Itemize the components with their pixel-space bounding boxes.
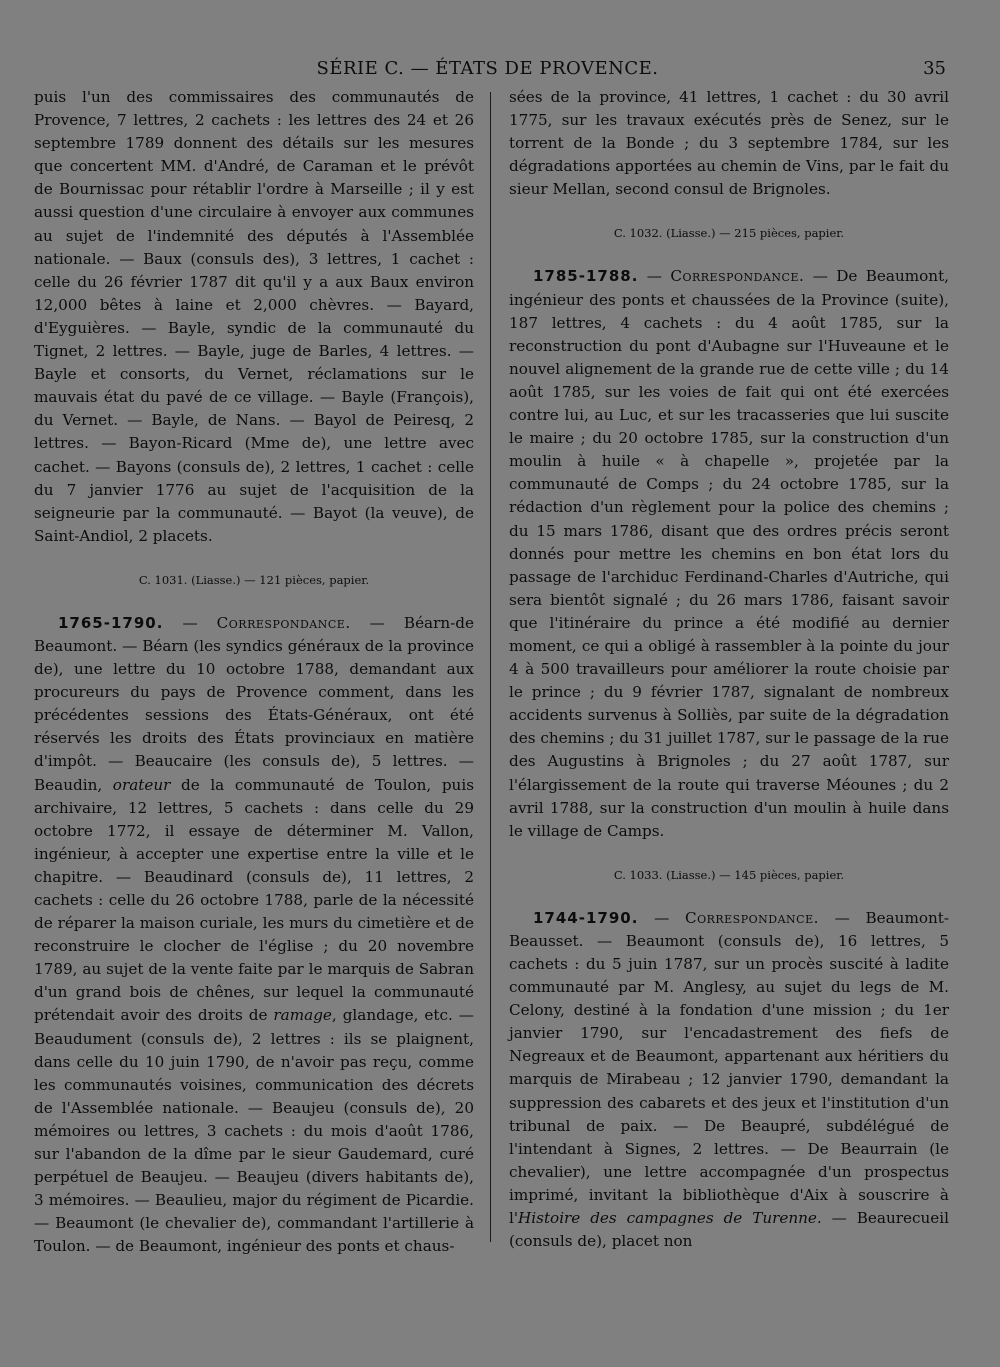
entry-italic-term: ramage [273,1006,332,1025]
entry-dates: 1785-1788. [533,267,639,286]
entry-text-part: , glandage, etc. — Beaudument (consuls de), 2 lettres : ils se plaignent, dans celle du 10 juin 1790, de n'avoir pas reçu, comme les communautés voisines, communication des décrets de l'Assemblée nationale. — Beaujeu (consuls de), 20 mémoires ou lettres, 3 cachets : du mois d'août 1786, sur l'abandon de la dîme par le sieur Gaudemard, curé perpétuel de Beaujeu. — Beaujeu (divers habitants de), 3 mémoires. — Beaulieu, major du régiment de Picardie. — Beaumont (le chevalier de), commandant l'artillerie à Toulon. — de Beaumont, ingénieur des ponts et chaus- [34,1006,474,1256]
archive-entry: 1765-1790. — Correspondance. — Béarn-de Beaumont. — Béarn (les syndics généraux de la province de), une lettre du 10 octobre 1788, demandant aux procureurs du pays de Provence comment, dans les précédentes sessions des États-Généraux, ont été réservés les droits des États provinciaux en matière d'impôt. — Beaucaire (les consuls de), 5 lettres. — Beaudin, orateur de la communauté de Toulon, puis archivaire, 12 lettres, 5 cachets : dans celle du 29 octobre 1772, il essaye de déterminer M. Vallon, ingénieur, à accepter une expertise entre la ville et le chapitre. — Beaudinard (consuls de), 11 lettres, 2 cachets : celle du 26 octobre 1788, parle de la nécessité de réparer la maison curiale, les murs du cimetière et de reconstruire le clocher de l'église ; du 20 novembre 1789, au sujet de la vente faite par le marquis de Sabran d'un grand bois de chênes, sur lequel la communauté prétendait avoir des droits de ramage, glandage, etc. — Beaudument (consuls de), 2 lettres : ils se plaignent, dans celle du 10 juin 1790, de n'avoir pas reçu, comme les communautés voisines, communication des décrets de l'Assemblée nationale. — Beaujeu (consuls de), 20 mémoires ou lettres, 3 cachets : du mois d'août 1786, sur l'abandon de la dîme par le sieur Gaudemard, curé perpétuel de Beaujeu. — Beaujeu (divers habitants de), 3 mémoires. — Beaulieu, major du régiment de Picardie. — Beaumont (le chevalier de), commandant l'artillerie à Toulon. — de Beaumont, ingénieur des ponts et chaus- [34,613,474,1256]
entry-dates: 1744-1790. [533,908,639,927]
archive-entry: 1785-1788. — Correspondance. — De Beaumont, ingénieur des ponts et chaussées de la Province (suite), 187 lettres, 4 cachets : du 4 août 1785, sur la reconstruction du pont d'Aubagne sur l'Huveaune et le nouvel alignement de la grande rue de cette ville ; du 14 août 1785, sur les voies de fait qui ont été exercées contre lui, au Luc, et sur les tracasseries que lui suscite le maire ; du 20 octobre 1785, sur la construction d'un moulin à huile « à chapelle », projetée par la communauté de Comps ; du 24 octobre 1785, sur la rédaction d'un règlement pour la police des chemins ; du 15 mars 1786, disant que des ordres précis seront donnés pour mettre les chemins en bon état lors du passage de l'archiduc Ferdinand-Charles d'Autriche, qui sera bientôt signalé ; du 26 mars 1786, faisant savoir que l'itinéraire du prince a été modifié au dernier moment, ce qui a obligé à rassembler à la pointe du jour 4 à 500 travailleurs pour améliorer la route choisie par le prince ; du 9 février 1787, signalant de nombreux accidents survenus à Solliès, par suite de la dégradation des chemins ; du 31 juillet 1787, sur le passage de la rue des Augustins à Brignoles ; du 27 août 1787, sur l'élargissement de la route qui traverse Méounes ; du 2 avril 1788, sur la construction d'un moulin à huile dans le village de Camps. [509,267,950,840]
continued-entry-text: puis l'un des commissaires des communautés de Provence, 7 lettres, 2 cachets : les lettres des 24 et 26 septembre 1789 donnent des détails sur les mesures que concertent MM. d'André, de Caraman et le prévôt de Bournissac pour rétablir l'ordre à Marseille ; il y est aussi question d'une circulaire à envoyer aux communes au sujet de l'indemnité des députés à l'Assemblée nationale. — Baux (consuls des), 3 lettres, 1 cachet : celle du 26 février 1787 dit qu'il y a aux Baux environ 12,000 bêtes à laine et 2,000 chèvres. — Bayard, d'Eyguières. — Bayle, syndic de la communauté du Tignet, 2 lettres. — Bayle, juge de Barles, 4 lettres. — Bayle et consorts, du Vernet, réclamations sur le mauvais état du pavé de ce village. — Bayle (François), du Vernet. — Bayle, de Nans. — Bayol de Peiresq, 2 lettres. — Bayon-Ricard (Mme de), une lettre avec cachet. — Bayons (consuls de), 2 lettres, 1 cachet : celle du 7 janvier 1776 au sujet de l'acquisition de la seigneurie par la communauté. — Bayot (la veuve), de Saint-Andiol, 2 placets. [34,88,474,545]
entry-text-part: — De Beaumont, ingénieur des ponts et chaussées de la Province (suite), 187 lettres, 4 cachets : du 4 août 1785, sur la reconstruction du pont d'Aubagne sur l'Huveaune et le nouvel alignement de la grande rue de cette ville ; du 14 août 1785, sur les voies de fait qui ont été exercées contre lui, au Luc, et sur les tracasseries que lui suscite le maire ; du 20 octobre 1785, sur la construction d'un moulin à huile « à chapelle », projetée par la communauté de Comps ; du 24 octobre 1785, sur la rédaction d'un règlement pour la police des chemins ; du 15 mars 1786, disant que des ordres précis seront donnés pour mettre les chemins en bon état lors du passage de l'archiduc Ferdinand-Charles d'Autriche, qui sera bientôt signalé ; du 26 mars 1786, faisant savoir que l'itinéraire du prince a été modifié au dernier moment, ce qui a obligé à rassembler à la pointe du jour 4 à 500 travailleurs pour améliorer la route choisie par le prince ; du 9 février 1787, signalant de nombreux accidents survenus à Solliès, par suite de la dégradation des chemins ; du 31 juillet 1787, sur le passage de la rue des Augustins à Brignoles ; du 27 août 1787, sur l'élargissement de la route qui traverse Méounes ; du 2 avril 1788, sur la construction d'un moulin à huile dans le village de Camps. [509,267,950,840]
archive-reference: C. 1032. (Liasse.) — 215 pièces, papier. [613,226,845,241]
entry-text-part: . — Beaurecueil (consuls de), placet non [509,1209,949,1251]
right-column [509,86,949,1253]
running-title: SÉRIE C. — ÉTATS DE PROVENCE. [316,58,659,79]
running-header [0,56,1000,84]
entry-heading: Correspondance. [684,908,819,927]
entry-dates: 1765-1790. [58,613,164,632]
column-divider [490,92,491,1242]
left-column [34,86,474,1259]
entry-text-part: — Beaumont-Beausset. — Beaumont (consuls de), 16 lettres, 5 cachets : du 5 juin 1787, sur un procès suscité à ladite communauté par M. Anglesy, au sujet du legs de M. Celony, destiné à la fondation d'une mission ; du 1er janvier 1790, sur l'encadastrement des fiefs de Negreaux et de Beaumont, appartenant aux héritiers du marquis de Mirabeau ; 12 janvier 1790, demandant la suppression des cabarets et des jeux et l'institution d'un tribunal de paix. — De Beaupré, subdélégué de l'intendant à Signes, 2 lettres. — De Beaurrain (le chevalier), une lettre accompagnée d'un prospectus imprimé, invitant la bibliothèque d'Aix à souscrire à l' [509,908,950,1228]
archive-reference: C. 1033. (Liasse.) — 145 pièces, papier. [613,867,845,882]
entry-italic-title: Histoire des campagnes de Turenne [518,1209,817,1228]
entry-heading: Correspondance. [670,267,805,286]
archive-reference: C. 1031. (Liasse.) — 121 pièces, papier. [138,572,370,587]
page-number: 35 [923,58,946,79]
entry-text-part: de la communauté de Toulon, puis archivaire, 12 lettres, 5 cachets : dans celle du 29 octobre 1772, il essaye de déterminer M. Vallon, ingénieur, à accepter une expertise entre la ville et le chapitre. — Beaudinard (consuls de), 11 lettres, 2 cachets : celle du 26 octobre 1788, parle de la nécessité de réparer la maison curiale, les murs du cimetière et de reconstruire le clocher de l'église ; du 20 novembre 1789, au sujet de la vente faite par le marquis de Sabran d'un grand bois de chênes, sur lequel la communauté prétendait avoir des droits de [34,775,474,1025]
entry-heading: Correspondance. [216,613,351,632]
archive-entry: 1744-1790. — Correspondance. — Beaumont-Beausset. — Beaumont (consuls de), 16 lettres, 5 cachets : du 5 juin 1787, sur un procès suscité à ladite communauté par M. Anglesy, au sujet du legs de M. Celony, destiné à la fondation d'une mission ; du 1er janvier 1790, sur l'encadastrement des fiefs de Negreaux et de Beaumont, appartenant aux héritiers du marquis de Mirabeau ; 12 janvier 1790, demandant la suppression des cabarets et des jeux et l'institution d'un tribunal de paix. — De Beaupré, subdélégué de l'intendant à Signes, 2 lettres. — De Beaurrain (le chevalier), une lettre accompagnée d'un prospectus imprimé, invitant la bibliothèque d'Aix à souscrire à l'Histoire des campagnes de Turenne. — Beaurecueil (consuls de), placet non [509,908,950,1251]
entry-italic-term: orateur [112,775,171,794]
entry-text-part: — Béarn-de Beaumont. — Béarn (les syndics généraux de la province de), une lettre du 10 octobre 1788, demandant aux procureurs du pays de Provence comment, dans les précédentes sessions des États-Généraux, ont été réservés les droits des États provinciaux en matière d'impôt. — Beaucaire (les consuls de), 5 lettres. — Beaudin, [34,613,474,794]
continued-entry-text: sées de la province, 41 lettres, 1 cachet : du 30 avril 1775, sur les travaux exécutés près de Senez, sur le torrent de la Bonde ; du 3 septembre 1784, sur les dégradations apportées au chemin de Vins, par le fait du sieur Mellan, second consul de Brignoles. [509,88,949,199]
